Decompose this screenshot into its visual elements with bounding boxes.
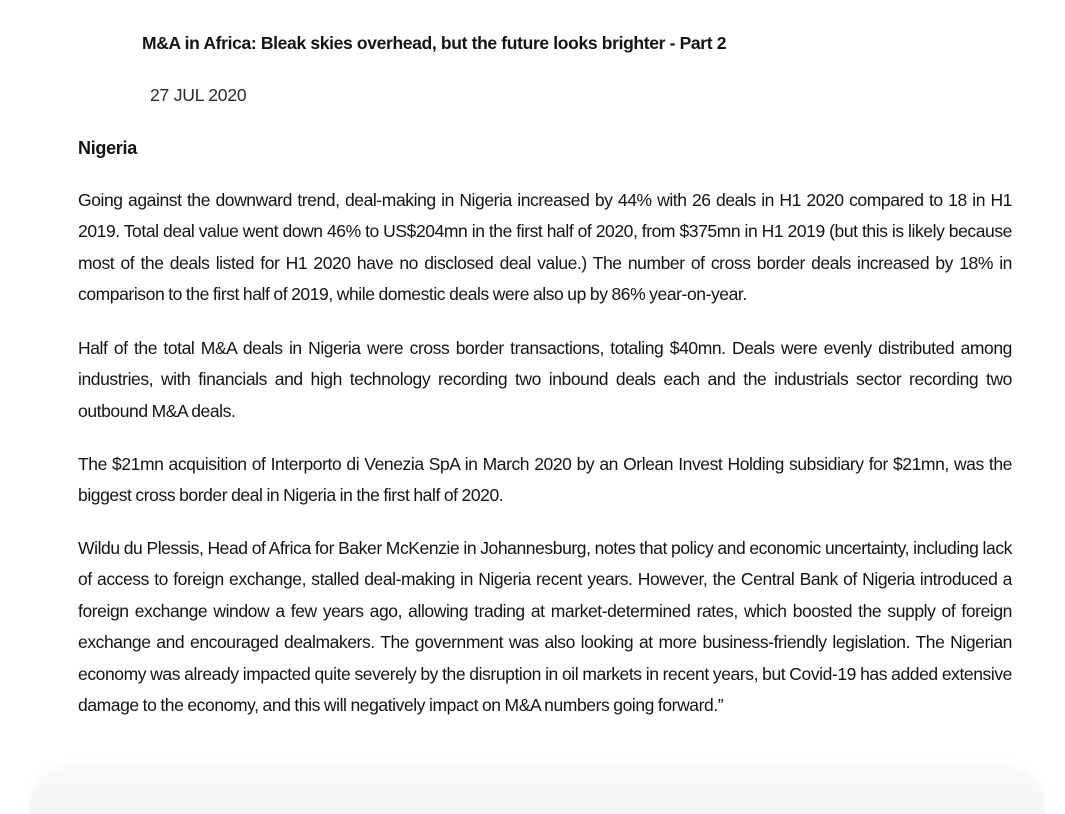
paragraph-4: Wildu du Plessis, Head of Africa for Baker McKenzie in Johannesburg, notes that policy and economic uncertainty, including lack of access to foreign exchange, stalled deal-making in Nigeria recent years. However, the Central Bank of Nigeria introduced a foreign exchange window a few years ago, allowing trading at market-determined rates, which boosted the supply of foreign exchange and encouraged dealmakers. The government was also looking at more business-friendly legislation. The Nigerian economy was already impacted quite severely by the disruption in oil markets in recent years, but Covid-19 has added extensive damage to the economy, and this will negatively impact on M&A numbers going forward.” xyxy=(78,538,1012,716)
paragraph-1: Going against the downward trend, deal-making in Nigeria increased by 44% with 26 deals in H1 2020 compared to 18 in H1 2019. Total deal value went down 46% to US$204mn in the first half of 2020, from $375mn in H1 2019 (but this is likely because most of the deals listed for H1 2020 have no disclosed deal value.) The number of cross border deals increased by 18% in comparison to the first half of 2019, while domestic deals were also up by 86% year-on-year. xyxy=(78,190,1012,305)
bottom-panel-edge xyxy=(30,768,1045,814)
paragraph-3: The $21mn acquisition of Interporto di Venezia SpA in March 2020 by an Orlean Invest Holding subsidiary for $21mn, was the biggest cross border deal in Nigeria in the first half of 2020. xyxy=(78,454,1012,506)
paragraph-2: Half of the total M&A deals in Nigeria were cross border transactions, totaling $40mn. Deals were evenly distributed among industries, with financials and high technology recording two inbound deals each and the industrials sector recording two outbound M&A deals. xyxy=(78,338,1012,421)
article-title: M&A in Africa: Bleak skies overhead, but the future looks brighter - Part 2 xyxy=(142,33,727,53)
article-date: 27 JUL 2020 xyxy=(150,85,247,105)
section-heading: Nigeria xyxy=(78,138,137,158)
